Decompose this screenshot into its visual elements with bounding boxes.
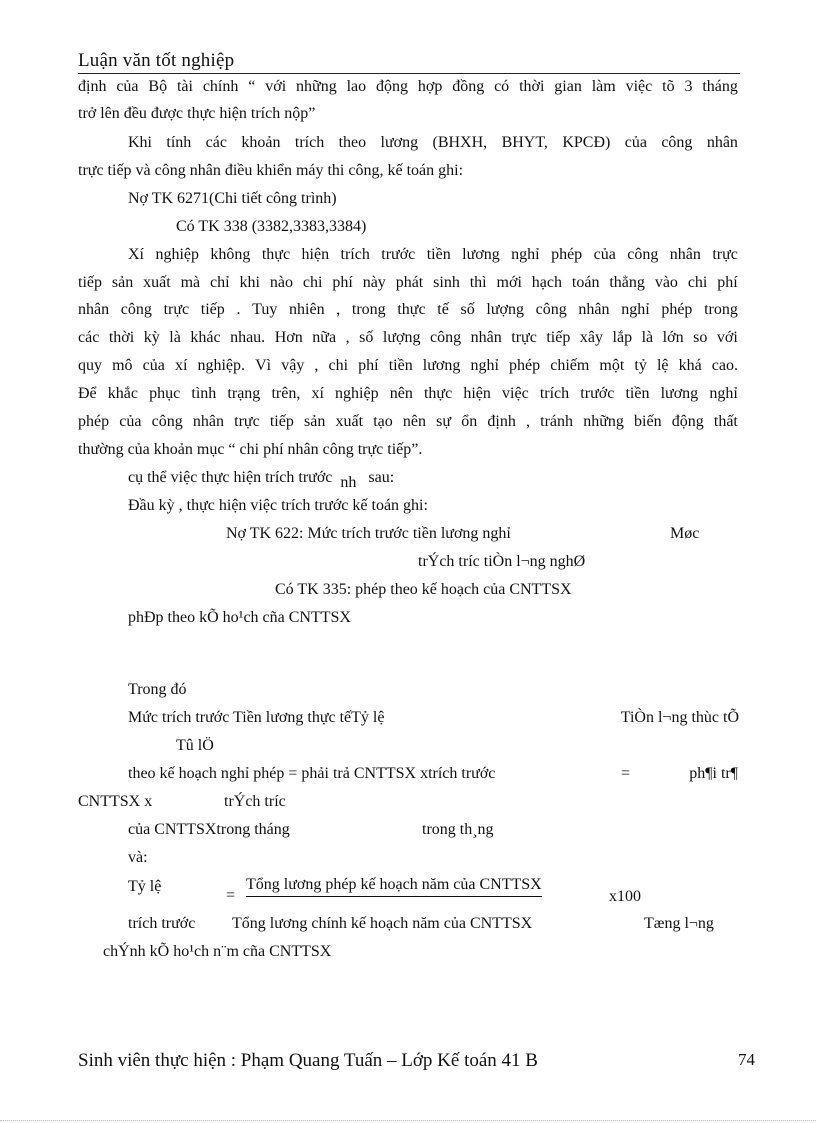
word: của: [624, 134, 647, 151]
entry-co-335: Có TK 335: phép theo kế hoạch của CNTTSX: [275, 581, 572, 598]
times-100: x100: [609, 888, 641, 905]
ty-le-label: Tỷ lệ: [128, 878, 162, 895]
word: một: [599, 357, 625, 374]
word: phép: [661, 301, 693, 318]
formula-equals: =: [621, 765, 631, 782]
word: lương: [380, 134, 419, 151]
word: KPCĐ): [562, 134, 611, 151]
word: công: [661, 134, 693, 151]
word: sản: [304, 413, 326, 430]
word: hiện: [463, 385, 491, 402]
trong-do-label: Trong đó: [128, 681, 187, 698]
word: khác: [190, 329, 221, 346]
cu-the-sau: sau:: [368, 469, 395, 486]
formula-theo-ke: theo kế hoạch nghỉ phép = phải trả CNTTSX xtrích trước: [128, 765, 496, 782]
word: nghiệp.: [197, 357, 246, 374]
word: sinh: [433, 274, 460, 291]
word: trực: [163, 301, 190, 318]
page-number: 74: [738, 1050, 755, 1069]
word: là: [169, 329, 181, 346]
dau-ky-line: Đầu kỳ , thực hiện việc trích trước kế toán ghi:: [128, 497, 428, 514]
word: của: [593, 246, 616, 263]
word: xuất: [335, 413, 364, 430]
word: thực: [423, 385, 453, 402]
word: phép: [509, 357, 541, 374]
word: ,: [314, 357, 319, 374]
word: tiếp: [200, 301, 225, 318]
word: trích: [294, 134, 325, 151]
word: phép: [551, 246, 583, 263]
word: Xí: [128, 246, 144, 263]
word: nghỉ: [511, 246, 540, 263]
entry-no-6271: Nợ TK 6271(Chi tiết công trình): [128, 190, 337, 207]
word: (BHXH,: [432, 134, 488, 151]
word: Để: [78, 385, 97, 402]
word: BHYT,: [501, 134, 548, 151]
p3-line-1: [128, 245, 738, 265]
word: nên: [402, 413, 427, 430]
word: thực: [397, 301, 426, 318]
cu-the-line: [128, 468, 395, 491]
word: biến: [634, 413, 662, 430]
word: này: [362, 274, 386, 291]
word: .: [236, 301, 241, 318]
word: nhân: [578, 301, 610, 318]
word: trước: [580, 385, 615, 402]
word: hạch: [531, 274, 562, 291]
word: tài: [176, 78, 193, 95]
formula-cua-cnttsx: của CNTTSXtrong tháng: [128, 821, 290, 838]
word: ,: [345, 329, 350, 346]
word: quy: [78, 357, 102, 374]
bottom-dotted-rule: [0, 1120, 816, 1121]
word: các: [78, 329, 100, 346]
word: khá: [678, 357, 702, 374]
word: nhân: [706, 134, 738, 151]
word: gian: [554, 78, 582, 95]
fraction-equals: =: [226, 887, 236, 904]
word: nghỉ: [621, 301, 650, 318]
entry-co-338: Có TK 338 (3382,3383,3384): [176, 218, 367, 235]
word: của: [119, 413, 142, 430]
word: phát: [395, 274, 424, 291]
word: Bộ: [148, 78, 168, 95]
word: theo: [338, 134, 367, 151]
p3-line-6: [78, 384, 738, 404]
garbled-phep: phÐp theo kÕ ho¹ch cña CNTTSX: [128, 609, 351, 626]
word: tiếp: [78, 274, 102, 291]
word: trực: [234, 413, 260, 430]
word: nghiệp: [155, 246, 199, 263]
word: tiền: [625, 385, 650, 402]
word: kỳ: [143, 329, 160, 346]
word: trong: [351, 301, 386, 318]
word: chính: [202, 78, 239, 95]
word: thời: [108, 329, 135, 346]
garbled-tong: Tæng l¬ng: [644, 915, 714, 932]
word: lắp: [612, 329, 633, 346]
word: lương: [422, 357, 461, 374]
word: phí: [332, 274, 353, 291]
word: khắc: [107, 385, 138, 402]
word: so: [693, 329, 708, 346]
word: công: [627, 246, 659, 263]
word: hợp: [417, 78, 443, 95]
word: số: [359, 329, 374, 346]
word: tiền: [426, 246, 451, 263]
word: những: [583, 413, 624, 430]
garbled-chinh: chÝnh kÕ ho¹ch n¨m cña CNTTSX: [103, 943, 332, 960]
fraction-denominator: Tổng lương chính kế hoạch năm của CNTTSX: [232, 915, 533, 932]
word: mà: [180, 274, 201, 291]
word: thẳng: [609, 274, 645, 291]
word: tháng: [702, 78, 738, 95]
word: các: [205, 134, 227, 151]
word: tránh: [540, 413, 574, 430]
p3-line-8: thường của khoản mục “ chi phí nhân công trực tiếp”.: [78, 441, 423, 458]
word: việc: [625, 78, 653, 95]
word: chi: [302, 274, 323, 291]
cu-the-nh: nh: [340, 474, 357, 491]
word: phí: [358, 357, 379, 374]
word: trong: [704, 301, 738, 318]
word: thực: [261, 246, 291, 263]
p3-line-7: [78, 412, 738, 432]
word: những: [296, 78, 337, 95]
word: 3: [684, 78, 693, 95]
word: xí: [174, 357, 188, 374]
word: phục: [149, 385, 181, 402]
word: tiếp: [546, 329, 571, 346]
formula-cnttsx-x: CNTTSX x: [78, 793, 153, 810]
word: tiếp: [269, 413, 294, 430]
word: ổn: [461, 413, 478, 430]
word: Vì: [255, 357, 272, 374]
word: chi: [687, 274, 708, 291]
page-footer: Sinh viên thực hiện : Phạm Quang Tuấn – Lớp Kế toán 41 B: [78, 1050, 538, 1071]
word: lớn: [662, 329, 684, 346]
word: tõ: [662, 78, 675, 95]
word: với: [265, 78, 287, 95]
word: lượng: [382, 329, 421, 346]
p3-line-4: [78, 328, 738, 348]
word: thất: [713, 413, 738, 430]
word: công: [429, 329, 462, 346]
garbled-trich-tric: trÝch tríc: [224, 793, 286, 810]
p1-line-1: [78, 77, 738, 97]
p3-line-3: [78, 300, 738, 320]
word: nghỉ: [470, 357, 499, 374]
word: số: [460, 301, 475, 318]
word: trích: [539, 385, 570, 402]
word: trước: [381, 246, 416, 263]
word: trực: [511, 329, 537, 346]
word: mô: [112, 357, 133, 374]
word: xuất: [143, 274, 171, 291]
word: là: [641, 329, 654, 346]
word: đồng: [452, 78, 485, 95]
garbled-phai: ph¶i tr¶: [689, 765, 738, 782]
word: tình: [191, 385, 217, 402]
word: tỷ: [634, 357, 647, 374]
word: định: [78, 78, 107, 95]
word: xí: [311, 385, 324, 402]
header-rule: [78, 73, 740, 74]
word: trực: [712, 246, 738, 263]
formula-muc-trich: Mức trích trước Tiền lương thực tếTỷ lệ: [128, 709, 385, 726]
word: có: [494, 78, 510, 95]
word: phép: [78, 413, 110, 430]
garbled-trong-thang: trong th¸ng: [422, 821, 494, 838]
word: Khi: [128, 134, 152, 151]
entry-no-622: Nợ TK 622: Mức trích trước tiền lương nghỉ: [226, 525, 511, 542]
word: công: [535, 301, 567, 318]
word: công: [120, 301, 152, 318]
word: tạo: [373, 413, 393, 430]
garbled-muc: Møc: [670, 525, 700, 542]
word: nghỉ: [709, 385, 738, 402]
word: mới: [496, 274, 522, 291]
word: “: [248, 78, 256, 95]
page-header: Luận văn tốt nghiệp: [78, 50, 235, 71]
p2-line-1: [128, 133, 738, 153]
cu-the-text: cụ thể việc thực hiện trích trước: [128, 469, 333, 486]
word: khoản: [241, 134, 281, 151]
word: trạng: [227, 385, 261, 402]
word: nhân: [669, 246, 701, 263]
word: việc: [502, 385, 529, 402]
word: không: [210, 246, 251, 263]
word: định: [487, 413, 516, 430]
trich-truoc-label: trích trước: [128, 915, 196, 932]
word: với: [716, 329, 738, 346]
word: toán: [571, 274, 600, 291]
garbled-tien: TiÒn l¬ng thùc tÕ: [620, 709, 739, 726]
p1-line-2: trở lên đều được thực hiện trích nộp”: [78, 105, 316, 122]
word: hiện: [301, 246, 330, 263]
word: lao: [346, 78, 367, 95]
p3-line-5: [78, 356, 738, 376]
word: nghiệp: [335, 385, 379, 402]
garbled-trich: trÝch tríc tiÒn l¬ng nghØ: [418, 553, 586, 570]
fraction-numerator: Tổng lương phép kế hoạch năm của CNTTSX: [246, 875, 542, 897]
word: công: [151, 413, 183, 430]
word: phí: [717, 274, 738, 291]
word: nhân: [78, 301, 110, 318]
word: tính: [166, 134, 192, 151]
word: nên: [389, 385, 413, 402]
word: nữa: [312, 329, 337, 346]
va-label: và:: [128, 849, 148, 866]
word: Tuy: [252, 301, 278, 318]
word: của: [116, 78, 139, 95]
word: nhiên: [289, 301, 325, 318]
word: của: [142, 357, 165, 374]
word: nào: [269, 274, 293, 291]
word: tế: [437, 301, 449, 318]
word: trên,: [271, 385, 301, 402]
word: động: [671, 413, 704, 430]
word: lương: [660, 385, 699, 402]
word: chiếm: [550, 357, 590, 374]
word: động: [375, 78, 408, 95]
word: cao.: [711, 357, 738, 374]
word: nhân: [192, 413, 224, 430]
word: xây: [579, 329, 603, 346]
p2-line-2: trực tiếp và công nhân điều khiển máy thi công, kế toán ghi:: [78, 162, 464, 179]
word: tiền: [388, 357, 413, 374]
word: khi: [239, 274, 260, 291]
word: nhân: [470, 329, 502, 346]
garbled-tyle: Tû lÖ: [176, 737, 214, 754]
word: vào: [654, 274, 678, 291]
word: thời: [519, 78, 545, 95]
word: chi: [328, 357, 349, 374]
word: lương: [462, 246, 500, 263]
word: thì: [469, 274, 487, 291]
word: làm: [591, 78, 616, 95]
word: ,: [336, 301, 341, 318]
word: chỉ: [210, 274, 230, 291]
word: Hơn: [274, 329, 303, 346]
p3-line-2: [78, 273, 738, 293]
word: sản: [111, 274, 134, 291]
word: vậy: [281, 357, 305, 374]
word: ,: [526, 413, 530, 430]
word: trích: [340, 246, 370, 263]
word: sự: [436, 413, 452, 430]
word: lệ: [656, 357, 669, 374]
word: nhau.: [230, 329, 266, 346]
word: lượng: [486, 301, 524, 318]
